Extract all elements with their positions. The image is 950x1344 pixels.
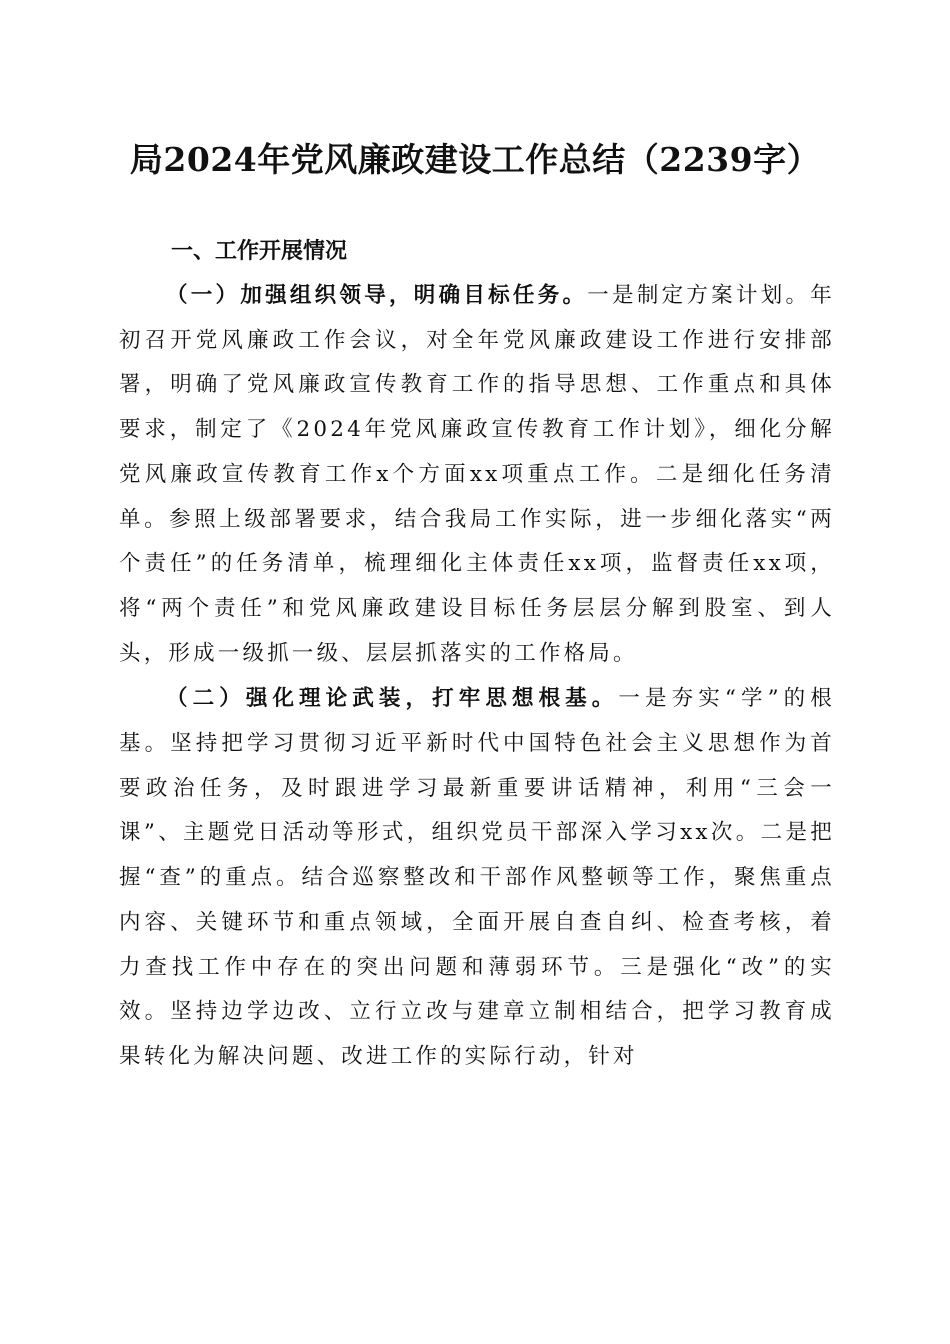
paragraph-1	[119, 274, 835, 676]
paragraph-2-lead: （二）强化理论武装，打牢思想根基。	[166, 686, 619, 712]
paragraph-1-text: 一是制定方案计划。年初召开党风廉政工作会议，对全年党风廉政建设工作进行安排部署，明确了党风廉政宣传教育工作的指导思想、工作重点和具体要求，制定了《2024年党风廉政宣传教育工作计划》，细化分解党风廉政宣传教育工作x个方面xx项重点工作。二是细化任务清单。参照上级部署要求，结合我局工作实际，进一步细化落实“两个责任”的任务清单，梳理细化主体责任xx项，监督责任xx项，将“两个责任”和党风廉政建设目标任务层层分解到股室、到人头，形成一级抓一级、层层抓落实的工作格局。	[119, 283, 835, 666]
paragraph-1-lead: （一）加强组织领导，明确目标任务。	[166, 283, 588, 308]
section-heading: 一、工作开展情况	[171, 239, 348, 264]
document-body	[119, 230, 835, 1080]
paragraph-2	[119, 677, 835, 1079]
document-title: 局2024年党风廉政建设工作总结（2239字）	[129, 140, 821, 179]
paragraph-2-text: 一是夯实“学”的根基。坚持把学习贯彻习近平新时代中国特色社会主义思想作为首要政治任务，及时跟进学习最新重要讲话精神，利用“三会一课”、主题党日活动等形式，组织党员干部深入学习xx次。二是把握“查”的重点。结合巡察整改和干部作风整顿等工作，聚焦重点内容、关键环节和重点领域，全面开展自查自纠、检查考核，着力查找工作中存在的突出问题和薄弱环节。三是强化“改”的实效。坚持边学边改、立行立改与建章立制相结合，把学习教育成果转化为解决问题、改进工作的实际行动，针对	[119, 686, 835, 1069]
